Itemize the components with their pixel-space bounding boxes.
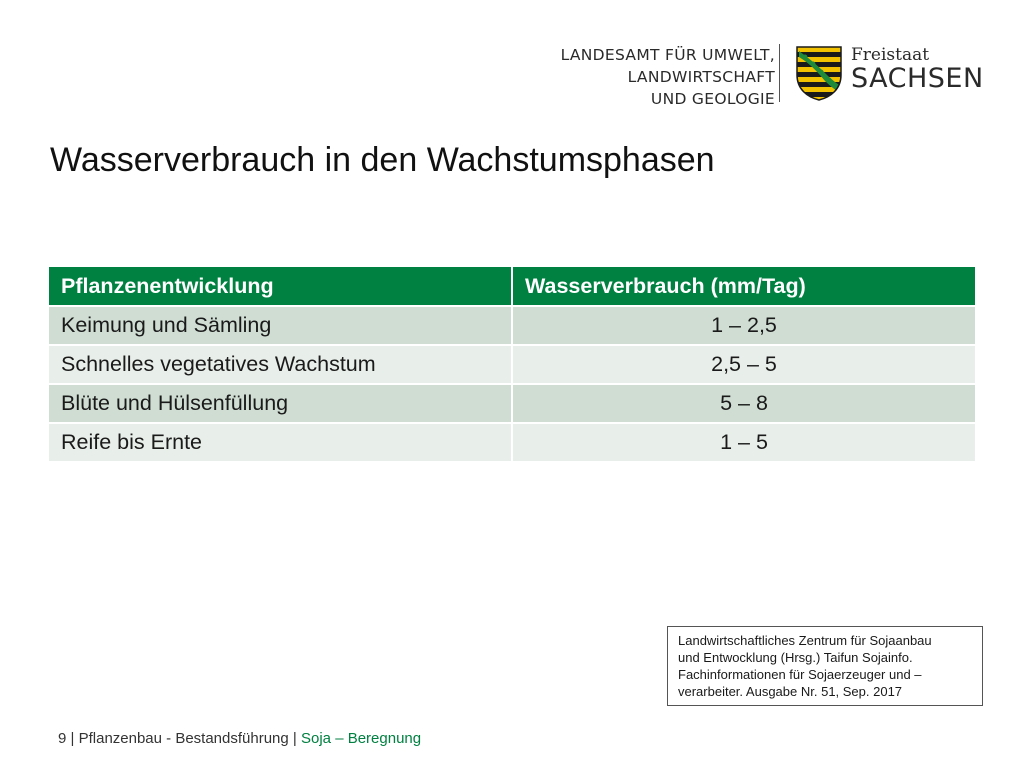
- table-cell-phase: Blüte und Hülsenfüllung: [49, 385, 511, 424]
- saxony-coat-of-arms-icon: [795, 45, 843, 101]
- table-row: [49, 385, 975, 424]
- table-cell-phase: Keimung und Sämling: [49, 307, 511, 346]
- table-row: [49, 424, 975, 463]
- table-cell-water: 1 – 2,5: [511, 307, 975, 346]
- table-cell-water: 5 – 8: [511, 385, 975, 424]
- brand-divider: [779, 44, 780, 102]
- table-cell-phase: Reife bis Ernte: [49, 424, 511, 463]
- agency-name-line-3: UND GEOLOGIE: [650, 90, 775, 108]
- source-citation-box: [667, 626, 983, 706]
- table-row: [49, 346, 975, 385]
- footer-section: Pflanzenbau - Bestandsführung: [78, 730, 289, 747]
- agency-name-line-2: LANDWIRTSCHAFT: [627, 68, 775, 86]
- table-cell-water: 1 – 5: [511, 424, 975, 463]
- state-label: [851, 46, 984, 94]
- source-line-1: Landwirtschaftliches Zentrum für Sojaanbau: [678, 633, 932, 648]
- table-cell-water: 2,5 – 5: [511, 346, 975, 385]
- footer-separator: |: [70, 730, 75, 747]
- footer: [58, 730, 421, 747]
- source-line-3: Fachinformationen für Sojaerzeuger und –: [678, 667, 922, 682]
- table-header-phase: Pflanzenentwicklung: [49, 267, 511, 307]
- footer-page-number: 9: [58, 730, 67, 747]
- table-header-row: [49, 267, 975, 307]
- table-header-water: Wasserverbrauch (mm/Tag): [511, 267, 975, 307]
- state-label-small: Freistaat: [851, 45, 930, 65]
- source-line-4: verarbeiter. Ausgabe Nr. 51, Sep. 2017: [678, 684, 903, 699]
- source-line-2: und Entwocklung (Hrsg.) Taifun Sojainfo.: [678, 650, 913, 665]
- footer-topic: Soja – Beregnung: [301, 730, 422, 747]
- table-cell-phase: Schnelles vegetatives Wachstum: [49, 346, 511, 385]
- table-row: [49, 307, 975, 346]
- footer-separator: |: [292, 730, 297, 747]
- water-consumption-table: [49, 267, 975, 463]
- agency-name: [561, 44, 775, 110]
- state-label-large: SACHSEN: [851, 63, 984, 94]
- page-title: Wasserverbrauch in den Wachstumsphasen: [50, 141, 715, 179]
- agency-name-line-1: LANDESAMT FÜR UMWELT,: [560, 46, 775, 64]
